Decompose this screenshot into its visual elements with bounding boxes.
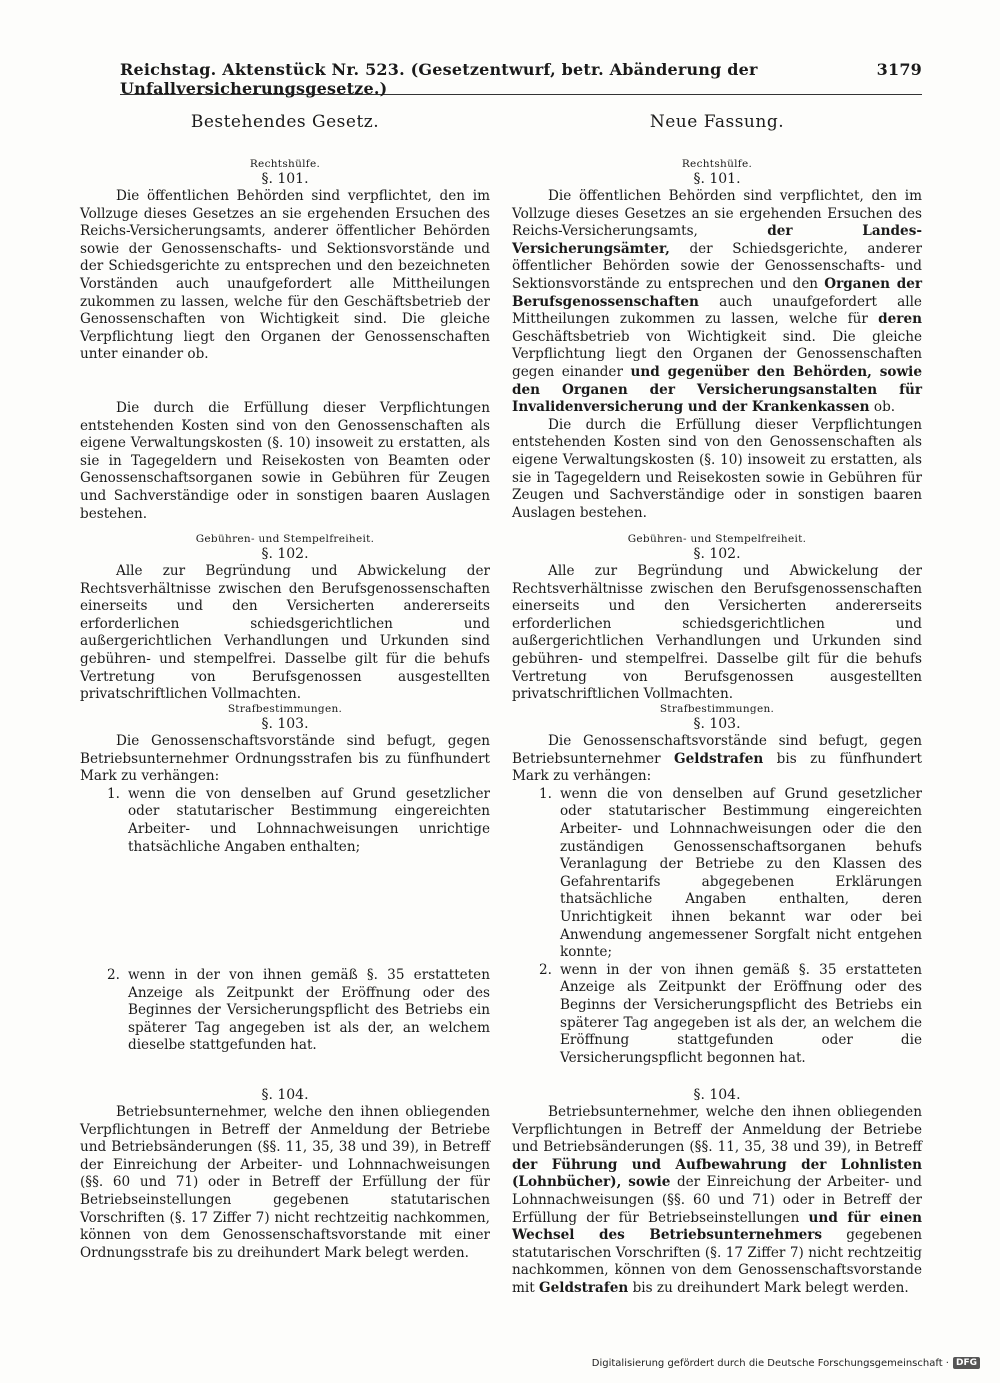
paragraph-number: §. 103. <box>261 716 309 732</box>
dfg-logo-icon: DFG <box>953 1357 980 1369</box>
paragraph-number: §. 102. <box>261 546 309 562</box>
paragraph-number: §. 102. <box>693 546 741 562</box>
section-102-left <box>80 532 490 704</box>
body-text: Betriebsunternehmer, welche den ihnen obliegenden Verpflichtungen in Betreff der Anmeldung der Betriebe und Betriebsänderungen (§§. 11, 35, 38 und 39), in Betreff der Einreichung der Arbeiter- und Lohnnachweisungen (§§. 60 und 71) oder in Betreff der Erfüllung der für Betriebseinstellungen gegebenen statutarischen Vorschriften (§. 17 Ziffer 7) nicht rechtzeitig nachkommen, können von dem Genossenschaftsvorstande mit einer Ordnungsstrafe bis zu dreihundert Mark belegt werden. <box>80 1104 490 1261</box>
section-104-left <box>80 1087 490 1262</box>
item-text: wenn die von denselben auf Grund gesetzlicher oder statutarischer Bestimmung eingereichten Arbeiter- und Lohnnachweisungen unrichtige thatsächliche Angaben enthalten; <box>128 785 490 855</box>
column-existing-law <box>80 112 490 1261</box>
rubric: Strafbestimmungen. <box>659 703 775 715</box>
paragraph-number: §. 103. <box>693 716 741 732</box>
item-number: 2. <box>539 961 552 978</box>
body-text: Betriebsunternehmer, welche den ihnen obliegenden Verpflichtungen in Betreff der Anmeldung der Betriebe und Betriebsänderungen (§§. 11, 35, 38 und 39), in Betreff der Führung und Aufbewahrung der Lohnlisten (Lohnbücher), sowie der Einreichung der Arbeiter- und Lohnnachweisungen (§§. 60 und 71) oder in Betreff der Erfüllung der für Betriebseinstellungen und für einen Wechsel des Betriebsunternehmers gegebenen statutarischen Vorschriften (§. 17 Ziffer 7) nicht rechtzeitig nachkommen, können von dem Genossenschaftsvorstande mit Geldstrafen bis zu dreihundert Mark belegt werden. <box>512 1104 923 1296</box>
item-text: wenn in der von ihnen gemäß §. 35 erstatteten Anzeige als Zeitpunkt der Eröffnung oder des Beginnes der Versicherungspflicht des Betriebs ein späterer Tag angegeben ist als der, an welchem dieselbe stattgefunden hat. <box>128 967 490 1054</box>
paragraph-number: §. 101. <box>693 171 741 187</box>
rubric: Strafbestimmungen. <box>227 703 343 715</box>
column-new-version <box>512 112 923 1296</box>
section-101-left <box>80 157 490 364</box>
paragraph-number: §. 104. <box>261 1087 309 1103</box>
column-title-left: Bestehendes Gesetz. <box>190 112 380 132</box>
running-head-title: Reichstag. Aktenstück Nr. 523. (Gesetzentwurf, betr. Abänderung der Unfallversicherungsgesetze.) <box>120 60 758 98</box>
list-item <box>512 786 922 962</box>
rubric: Rechtshülfe. <box>681 158 753 170</box>
section-102-right <box>512 532 922 704</box>
item-number: 1. <box>107 785 120 802</box>
running-header <box>120 60 922 98</box>
list-item <box>80 786 490 856</box>
body-text: Die durch die Erfüllung dieser Verpflichtungen entstehenden Kosten sind von den Genossenschaften als eigene Verwaltungskosten (§. 10) insoweit zu erstatten, als sie in Tagegeldern und Reisekosten von Beamten oder Genossenschaftsorganen sowie in Gebühren für Zeugen und Sachverständige oder in sonstigen baaren Auslagen bestehen. <box>80 400 490 522</box>
paragraph-number: §. 104. <box>693 1087 741 1103</box>
section-103-left-item2 <box>80 967 490 1055</box>
paragraph-number: §. 101. <box>261 171 309 187</box>
section-103-right <box>512 702 922 1067</box>
rubric: Rechtshülfe. <box>249 158 321 170</box>
body-text: Alle zur Begründung und Abwickelung der Rechtsverhältnisse zwischen den Berufsgenossenschaften einerseits und den Versicherten andererseits erforderlichen schiedsgerichtlichen und außergerichtlichen Verhandlungen und Urkunden sind gebühren- und stempelfrei. Dasselbe gilt für die behufs Vertretung von Berufsgenossen ausgestellten privatschriftlichen Vollmachten. <box>512 563 922 703</box>
section-103-left <box>80 702 490 856</box>
section-101-right <box>512 157 922 522</box>
page-number: 3179 <box>876 60 922 79</box>
list-item <box>512 962 922 1068</box>
item-text: wenn in der von ihnen gemäß §. 35 erstatteten Anzeige als Zeitpunkt der Eröffnung oder des Beginns der Versicherungspflicht des Betriebs ein späterer Tag angegeben ist als der, an welchem die Eröffnung stattgefunden oder die Versicherungspflicht begonnen hat. <box>560 961 922 1066</box>
column-title-right: Neue Fassung. <box>649 112 785 132</box>
item-text: wenn die von denselben auf Grund gesetzlicher oder statutarischer Bestimmung eingereichten Arbeiter- und Lohnnachweisungen oder die den zuständigen Genossenschaftsorganen behufs Veranlagung der Betriebe zu den Klassen des Gefahrentarifs abgegebenen Erklärungen thatsächliche Angaben enthalten, deren Unrichtigkeit ihnen bekannt war oder bei Anwendung angemessener Sorgfalt nicht entgehen konnte; <box>560 785 923 961</box>
footer-text: Digitalisierung gefördert durch die Deutsche Forschungsgemeinschaft · <box>591 1357 949 1369</box>
body-text: Die durch die Erfüllung dieser Verpflichtungen entstehenden Kosten sind von den Genossenschaften als eigene Verwaltungskosten (§. 10) insoweit zu erstatten, als sie in Tagegeldern und Reisekosten sowie in Gebühren für Zeugen und Sachverständige oder in sonstigen baaren Auslagen bestehen. <box>512 416 922 521</box>
footer-credit <box>592 1357 980 1369</box>
rubric: Gebühren- und Stempelfreiheit. <box>627 533 807 545</box>
section-101-left-para2 <box>80 400 490 523</box>
body-text: Die öffentlichen Behörden sind verpflichtet, den im Vollzuge dieses Gesetzes an sie ergehenden Ersuchen des Reichs-Versicherungsamts, der Landes-Versicherungsämter, der Schiedsgerichte, anderer öffentlicher Behörden sowie der Genossenschafts- und Sektionsvorstände zu entsprechen und den Organen der Berufsgenossenschaften auch unaufgefordert alle Mittheilungen zukommen zu lassen, welche für deren Geschäftsbetrieb von Wichtigkeit sind. Die gleiche Verpflichtung liegt den Organen der Genossenschaften gegen einander und gegenüber den Behörden, sowie den Organen der Versicherungsanstalten für Invalidenversicherung und der Krankenkassen ob. <box>512 188 923 416</box>
body-text: Alle zur Begründung und Abwickelung der Rechtsverhältnisse zwischen den Berufsgenossenschaften einerseits und den Versicherten andererseits erforderlichen schiedsgerichtlichen und außergerichtlichen Verhandlungen und Urkunden sind gebühren- und stempelfrei. Dasselbe gilt für die behufs Vertretung von Berufsgenossen ausgestellten privatschriftlichen Vollmachten. <box>80 563 490 703</box>
list-item <box>80 967 490 1055</box>
section-104-right <box>512 1087 922 1298</box>
body-text: Die Genossenschaftsvorstände sind befugt, gegen Betriebsunternehmer Ordnungsstrafen bis zu fünfhundert Mark zu verhängen: <box>80 733 490 785</box>
body-text: Die Genossenschaftsvorstände sind befugt, gegen Betriebsunternehmer Geldstrafen bis zu fünfhundert Mark zu verhängen: <box>512 733 923 785</box>
item-number: 1. <box>539 785 552 802</box>
item-number: 2. <box>107 967 120 983</box>
body-text: Die öffentlichen Behörden sind verpflichtet, den im Vollzuge dieses Gesetzes an sie ergehenden Ersuchen des Reichs-Versicherungsamts, anderer öffentlicher Behörden sowie der Genossenschafts- und Sektionsvorstände und der Schiedsgerichte zu entsprechen und den bezeichneten Vorständen auch unaufgefordert alle Mittheilungen zukommen zu lassen, welche für den Geschäftsbetrieb der Genossenschaften von Wichtigkeit sind. Die gleiche Verpflichtung liegt den Organen der Genossenschaften unter einander ob. <box>80 188 490 363</box>
rubric: Gebühren- und Stempelfreiheit. <box>195 533 375 545</box>
